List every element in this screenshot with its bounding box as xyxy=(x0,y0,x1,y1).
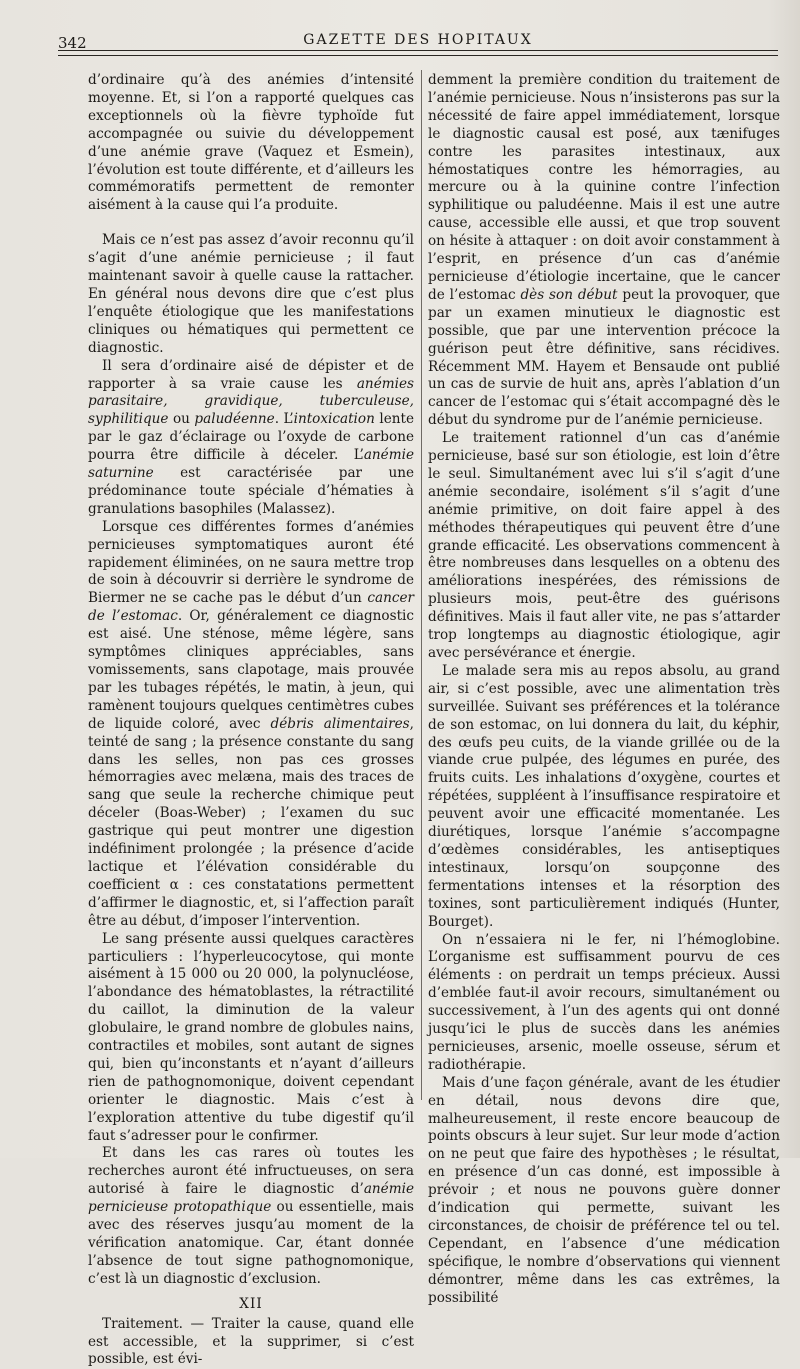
paragraph-obscure-points: Mais d’une façon générale, avant de les étudier en détail, nous devons dire que, malheureusement, il reste encore beaucoup de points obscurs à leur sujet. Sur leur mode d’action on ne peut que faire des hypothèses ; le résultat, en présence d’un cas donné, est impossible à prévoir ; et nous ne pouvons guère donner d’indication qui permette, suivant les circonstances, de choisir de préférence tel ou tel. Cependant, en l’absence d’une médication spécifique, le nombre d’observations qui viennent démontrer, même dans les cas extrêmes, la possibilité xyxy=(428,1074,780,1306)
column-separator xyxy=(421,70,422,1100)
paragraph-iron-hemoglobin: On n’essaiera ni le fer, ni l’hémoglobine. L’organisme est suffisamment pourvu de ces éléments : on perdrait un temps précieux. Aussi d’emblée faut-il avoir recours, simultanément ou successivement, à l’un des agents qui ont donné jusqu’ici le plus de succès dans les anémies pernicieuses, arsenic, moelle osseuse, sérum et radiothérapie. xyxy=(428,931,780,1073)
paragraph-rest-and-diet: Le malade sera mis au repos absolu, au grand air, si c’est possible, avec une alimentation très surveillée. Suivant ses préférences et la tolérance de son estomac, on lui donnera du lait, du képhir, des œufs peu cuits, de la viande grillée ou de la viande crue pulpée, des légumes en purée, des fruits cuits. Les inhalations d’oxygène, courtes et répétées, suppléent à l’insuffisance respiratoire et peuvent avoir une efficacité momentanée. Les diurétiques, lorsque l’anémie s’accompagne d’œdèmes considérables, les antiseptiques intestinaux, lorsqu’on soupçonne des fermentations intenses et la résorption des toxines, sont particulièrement indiqués (Hunter, Bourget). xyxy=(428,662,780,930)
page-number: 342 xyxy=(58,34,87,52)
journal-title: GAZETTE DES HOPITAUX xyxy=(303,32,533,48)
paragraph-protopathic-anemia: Et dans les cas rares où toutes les recherches auront été infructueuses, on sera autorisé à faire le diagnostic d’anémie pernicieuse protopathique ou essentielle, mais avec des réserves jusqu’au moment de la vérification anatomique. Car, étant donnée l’absence de tout signe pathognomonique, c’est là un diagnostic d’exclusion. xyxy=(88,1145,414,1287)
paragraph-etiology-inquiry: Mais ce n’est pas assez d’avoir reconnu qu’il s’agit d’une anémie pernicieuse ; il faut maintenant savoir à quelle cause la rattacher. En général nous devons dire que c’est plus l’enquête étiologique que les manifestations cliniques ou hématiques qui permettent ce diagnostic. xyxy=(88,232,414,356)
paragraph-treatment-intro: Traitement. — Traiter la cause, quand elle est accessible, et la supprimer, si c’est possible, est évi- xyxy=(88,1315,414,1368)
right-column xyxy=(428,72,781,1306)
paragraph-stomach-cancer: Lorsque ces différentes formes d’anémies pernicieuses symptomatiques auront été rapidement éliminées, on ne saura mettre trop de soin à découvrir si derrière le syndrome de Biermer ne se cache pas le début d’un cancer de l’estomac. Or, généralement ce diagnostic est aisé. Une sténose, même légère, sans symptômes cliniques appréciables, sans vomissements, sans clapotage, mais prouvée par les tubages répétés, le matin, à jeun, qui ramènent toujours quelques centimètres cubes de liquide coloré, avec débris alimentaires, teinté de sang ; la présence constante du sang dans les selles, non pas ces grosses hémorragies avec melæna, mais des traces de sang que seule la recherche chimique peut déceler (Boas-Weber) ; l’examen du suc gastrique qui peut montrer une digestion indéfiniment prolongée ; la présence d’acide lactique et l’élévation considérable du coefficient α : ces constatations permettent d’affirmer le diagnostic, et, si l’affection paraît être au début, d’imposer l’intervention. xyxy=(88,518,414,929)
left-column xyxy=(88,72,414,1368)
paragraph-symptomatic-anemias: Il sera d’ordinaire aisé de dépister et de rapporter à sa vraie cause les anémies parasitaire, gravidique, tuberculeuse, syphilitique ou paludéenne. L’intoxication lente par le gaz d’éclairage ou l’oxyde de carbone pourra être difficile à déceler. L’anémie saturnine est caractérisée par une prédominance toute spéciale d’hématies à granulations basophiles (Malassez). xyxy=(88,357,414,517)
paragraph-causal-treatment: demment la première condition du traitement de l’anémie pernicieuse. Nous n’insisterons pas sur la nécessité de faire appel immédiatement, lorsque le diagnostic causal est posé, aux tænifuges contre les parasites intestinaux, aux hémostatiques contre les hémorragies, au mercure ou à la quinine contre l’infection syphilitique ou paludéenne. Mais il est une autre cause, accessible elle aussi, et que trop souvent on hésite à attaquer : on doit avoir constamment à l’esprit, en présence d’un cas d’anémie pernicieuse d’étiologie incertaine, que le cancer de l’estomac dès son début peut la provoquer, que par un examen minutieux le diagnostic est possible, que par une intervention précoce la guérison peut être définitive, sans récidives. Récemment MM. Hayem et Bensaude ont publié un cas de survie de huit ans, après l’ablation d’un cancer de l’estomac qui s’était accompagné dès le début du syndrome pur de l’anémie pernicieuse. xyxy=(428,72,781,429)
paragraph-rational-treatment: Le traitement rationnel d’un cas d’anémie pernicieuse, basé sur son étiologie, est loin d’être le seul. Simultanément avec lui s’il s’agit d’une anémie secondaire, isolément s’il s’agit d’une anémie primitive, on doit faire appel à des méthodes thérapeutiques qui peuvent être d’une grande efficacité. Les observations commencent à être nombreuses dans lesquelles on a obtenu des améliorations inespérées, des rémissions de plusieurs mois, peut-être des guérisons définitives. Mais il faut aller vite, ne pas s’attarder trop longtemps au diagnostic étiologique, agir avec persévérance et énergie. xyxy=(428,430,780,661)
section-number: XII xyxy=(239,1295,263,1312)
paragraph-blood-characteristics: Le sang présente aussi quelques caractères particuliers : l’hyperleucocytose, qui monte aisément à 15 000 ou 20 000, la polynucléose, l’abondance des hématoblastes, la rétractilité du caillot, la diminution de la valeur globulaire, le grand nombre de globules nains, contractiles et mobiles, sont autant de signes qui, bien qu’inconstants et n’ayant d’ailleurs rien de pathognomonique, doivent cependant orienter le diagnostic. Mais c’est à l’exploration attentive du tube digestif qu’il faut s’adresser pour le confirmer. xyxy=(88,930,414,1144)
header-double-rule xyxy=(58,50,778,56)
paragraph-anemia-intensity: d’ordinaire qu’à des anémies d’intensité moyenne. Et, si l’on a rapporté quelques cas exceptionnels où la fièvre typhoïde fut accompagnée ou suivie du développement d’une anémie grave (Vaquez et Esmein), l’évolution est toute différente, et d’ailleurs les commémoratifs permettent de remonter aisément à la cause qui l’a produite. xyxy=(88,72,414,214)
